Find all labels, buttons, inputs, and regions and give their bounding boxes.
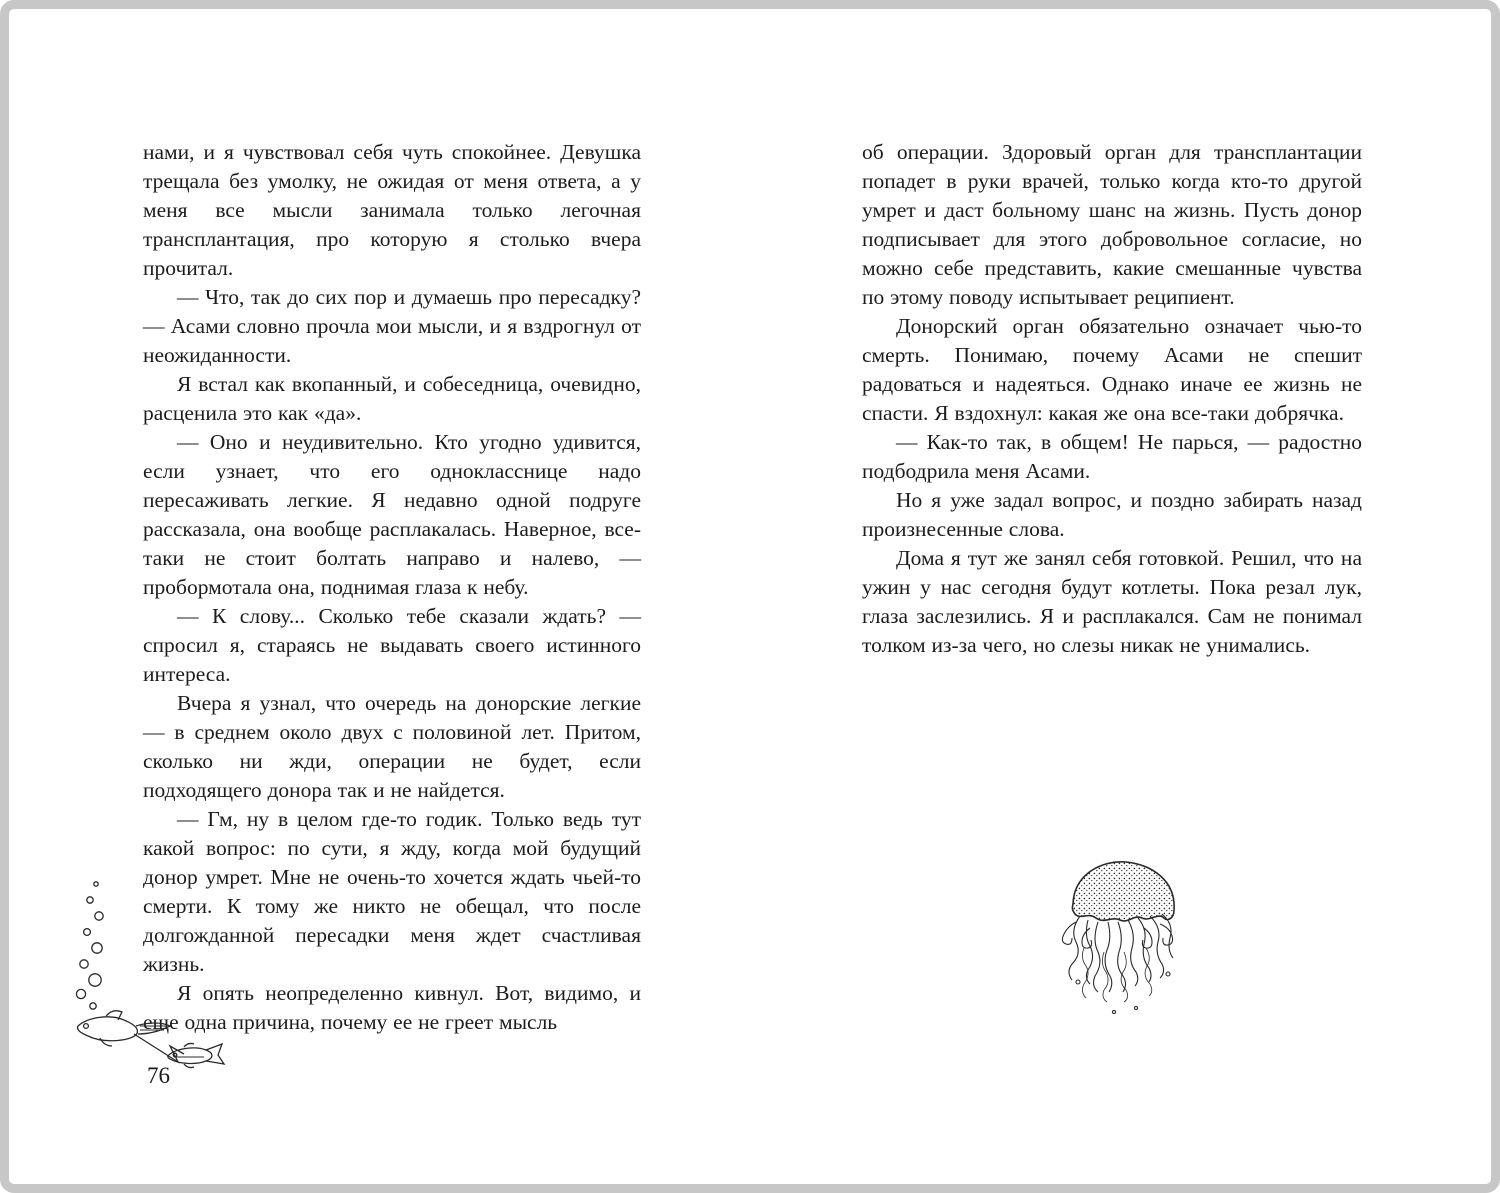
page-number: 76	[147, 1063, 170, 1088]
paragraph: — Что, так до сих пор и думаешь про пересадку? — Асами словно прочла мои мысли, и я вздрогнул от неожиданности.	[143, 285, 641, 367]
jellyfish-illustration	[1018, 852, 1203, 1022]
fish-icon	[66, 876, 246, 1081]
paragraph: об операции. Здоровый орган для трансплантации попадет в руки врачей, только когда кто-то другой умрет и даст больному шанс на жизнь. Пусть донор подписывает для этого добровольное согласие, но можно себе представить, какие смешанные чувства по этому поводу испытывает реципиент.	[862, 140, 1362, 309]
paragraph: Я опять неопределенно кивнул. Вот, видимо, и еще одна причина, почему ее не греет мысль	[143, 981, 641, 1034]
paragraph: — Как-то так, в общем! Не парься, — радостно подбодрила меня Асами.	[862, 430, 1362, 483]
paragraph: — Гм, ну в целом где-то годик. Только ведь тут какой вопрос: по сути, я жду, когда мой будущий донор умрет. Мне не очень-то хочется ждать чьей-то смерти. К тому же никто не обещал, что после долгожданной пересадки меня ждет счастливая жизнь.	[143, 807, 641, 976]
paragraph: Но я уже задал вопрос, и поздно забирать назад произнесенные слова.	[862, 488, 1362, 541]
paragraph: Я встал как вкопанный, и собеседница, очевидно, расценила это как «да».	[143, 372, 641, 425]
paragraph: — К слову... Сколько тебе сказали ждать? — спросил я, стараясь не выдавать своего истинного интереса.	[143, 604, 641, 686]
paragraph: Вчера я узнал, что очередь на донорские легкие — в среднем около двух с половиной лет. Притом, сколько ни жди, операции не будет, если подходящего донора так и не найдется.	[143, 691, 641, 802]
fish-with-bubbles-illustration	[66, 876, 246, 1081]
paragraph: — Оно и неудивительно. Кто угодно удивится, если узнает, что его однокласснице надо пересаживать легкие. Я недавно одной подруге рассказала, она вообще расплакалась. Наверное, все-таки не стоит болтать направо и налево, — пробормотала она, поднимая глаза к небу.	[143, 430, 641, 599]
paragraph: нами, и я чувствовал себя чуть спокойнее. Девушка трещала без умолку, не ожидая от меня ответа, а у меня все мысли занимала только легочная трансплантация, про которую я столько вчера прочитал.	[143, 140, 641, 280]
jellyfish-icon	[1018, 852, 1203, 1022]
paragraph: Дома я тут же занял себя готовкой. Решил, что на ужин у нас сегодня будут котлеты. Пока резал лук, глаза заслезились. Я и расплакался. Сам не понимал толком из-за чего, но слезы никак не унимались.	[862, 546, 1362, 657]
right-page-text	[862, 138, 1362, 660]
paragraph: Донорский орган обязательно означает чью-то смерть. Понимаю, почему Асами не спешит радоваться и надеяться. Однако иначе ее жизнь не спасти. Я вздохнул: какая же она все-таки добрячка.	[862, 314, 1362, 425]
